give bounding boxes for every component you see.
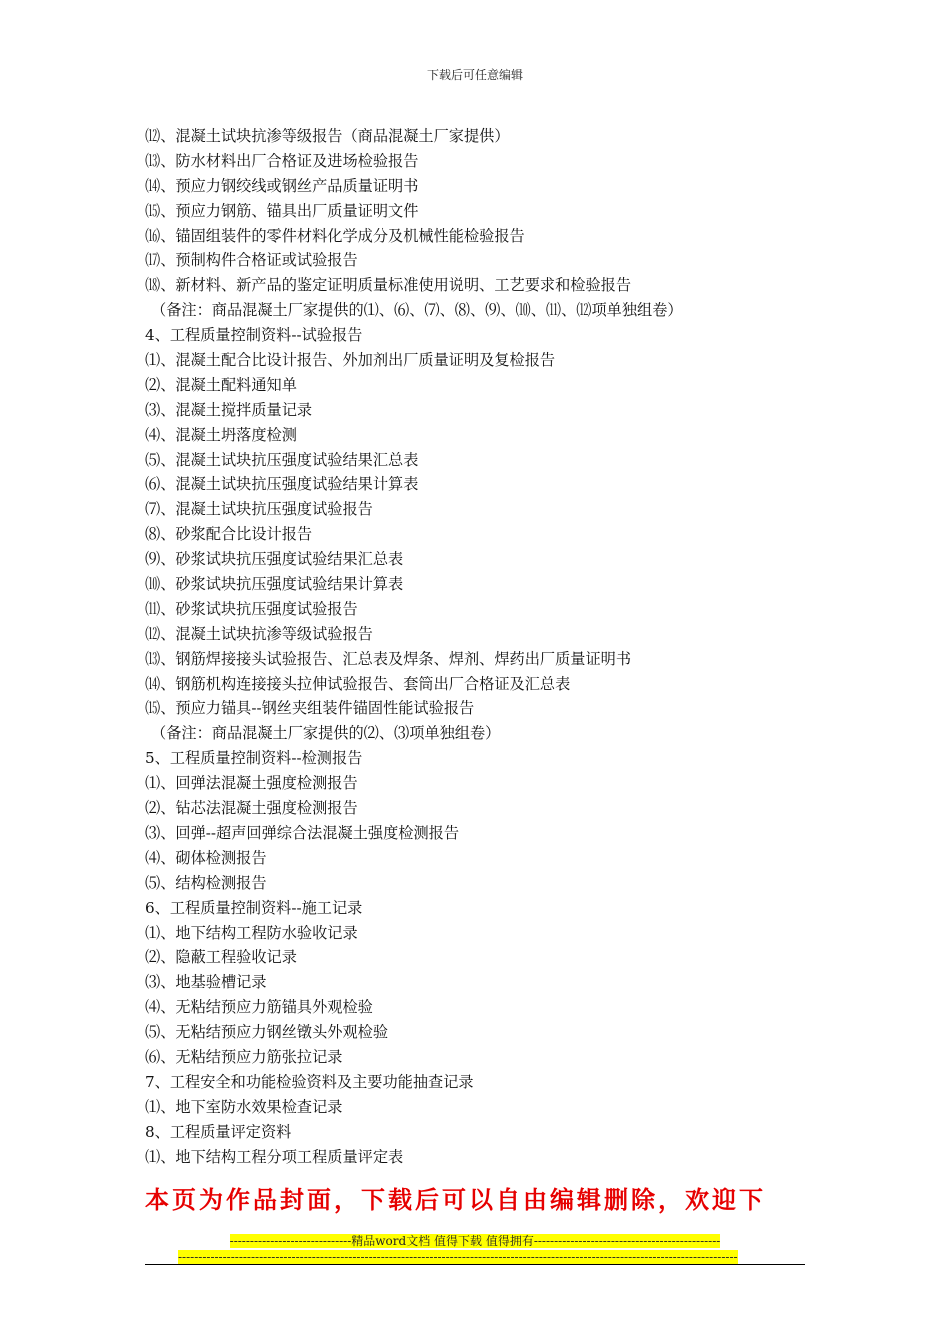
- document-line: 7、工程安全和功能检验资料及主要功能抽查记录: [145, 1072, 474, 1091]
- document-line: ⑶、回弹--超声回弹综合法混凝土强度检测报告: [145, 823, 460, 842]
- document-line: ⑺、混凝土试块抗压强度试验报告: [145, 500, 373, 519]
- document-line: ⒀、钢筋焊接接头试验报告、汇总表及焊条、焊剂、焊药出厂质量证明书: [145, 649, 631, 668]
- document-line: ⒄、预制构件合格证或试验报告: [145, 251, 358, 270]
- document-line: ⑶、混凝土搅拌质量记录: [145, 400, 313, 419]
- document-line: ⑹、无粘结预应力筋张拉记录: [145, 1047, 343, 1066]
- document-line: ⑸、结构检测报告: [145, 873, 267, 892]
- document-line: ⑿、混凝土试块抗渗等级报告（商品混凝土厂家提供）: [145, 127, 510, 145]
- document-line: 4、工程质量控制资料--试验报告: [145, 326, 363, 345]
- document-line: ⑼、砂浆试块抗压强度试验结果汇总表: [145, 550, 404, 569]
- document-line: 8、工程质量评定资料: [145, 1122, 292, 1141]
- document-line: ⑸、混凝土试块抗压强度试验结果汇总表: [145, 450, 419, 469]
- document-line: ⑹、混凝土试块抗压强度试验结果计算表: [145, 475, 419, 494]
- document-line: ⑴、地下室防水效果检查记录: [145, 1097, 343, 1116]
- document-line: ⑴、地下结构工程分项工程质量评定表: [145, 1147, 404, 1166]
- document-line: ⑸、无粘结预应力钢丝镦头外观检验: [145, 1023, 388, 1042]
- document-line: ⑷、砌体检测报告: [145, 848, 267, 867]
- document-line: ⒅、新材料、新产品的鉴定证明质量标准使用说明、工艺要求和检验报告: [145, 276, 631, 295]
- document-line: ⑽、砂浆试块抗压强度试验结果计算表: [145, 575, 404, 594]
- footer-rule: [145, 1264, 805, 1265]
- document-line: ⑻、砂浆配合比设计报告: [145, 525, 313, 544]
- document-line: ⑴、回弹法混凝土强度检测报告: [145, 774, 358, 793]
- document-line: ⑴、地下结构工程防水验收记录: [145, 923, 358, 942]
- document-line: ⒂、预应力钢筋、锚具出厂质量证明文件: [145, 201, 419, 220]
- document-line: ⑶、地基验槽记录: [145, 973, 267, 992]
- document-line: 6、工程质量控制资料--施工记录: [145, 898, 363, 917]
- document-line: 5、工程质量控制资料--检测报告: [145, 749, 363, 768]
- footer-text-1: ------------------------------精品word文档 值得下载 值得拥有----------------------------------------------: [229, 1234, 721, 1248]
- footer-line-2: [178, 1246, 778, 1265]
- document-line: ⒁、钢筋机构连接接头拉伸试验报告、套筒出厂合格证及汇总表: [145, 674, 571, 693]
- footer-text-2: ------------------------------------------------------------------------------------------------------------------------------------------: [178, 1250, 738, 1264]
- document-line: ⑵、隐蔽工程验收记录: [145, 948, 297, 967]
- document-line: ⑴、混凝土配合比设计报告、外加剂出厂质量证明及复检报告: [145, 351, 556, 370]
- document-line: ⑷、无粘结预应力筋锚具外观检验: [145, 998, 373, 1017]
- document-line: （备注：商品混凝土厂家提供的⑵、⑶项单独组卷）: [151, 724, 501, 743]
- document-line: ⒀、防水材料出厂合格证及进场检验报告: [145, 151, 419, 170]
- document-line: ⒂、预应力锚具--钢丝夹组装件锚固性能试验报告: [145, 699, 475, 718]
- document-line: ⑷、混凝土坍落度检测: [145, 425, 297, 444]
- document-line: ⑾、砂浆试块抗压强度试验报告: [145, 599, 358, 618]
- document-line: ⒁、预应力钢绞线或钢丝产品质量证明书: [145, 176, 419, 195]
- document-line: ⒃、锚固组装件的零件材料化学成分及机械性能检验报告: [145, 226, 525, 245]
- document-line: ⑵、钻芯法混凝土强度检测报告: [145, 799, 358, 818]
- cover-banner: 本页为作品封面，下载后可以自由编辑删除，欢迎下: [145, 1186, 766, 1214]
- document-body: [145, 124, 815, 1169]
- document-line: （备注：商品混凝土厂家提供的⑴、⑹、⑺、⑻、⑼、⑽、⑾、⑿项单独组卷）: [151, 301, 683, 320]
- document-line: ⑵、混凝土配料通知单: [145, 375, 297, 394]
- page-header: 下载后可任意编辑: [426, 68, 523, 82]
- document-line: ⑿、混凝土试块抗渗等级试验报告: [145, 624, 373, 643]
